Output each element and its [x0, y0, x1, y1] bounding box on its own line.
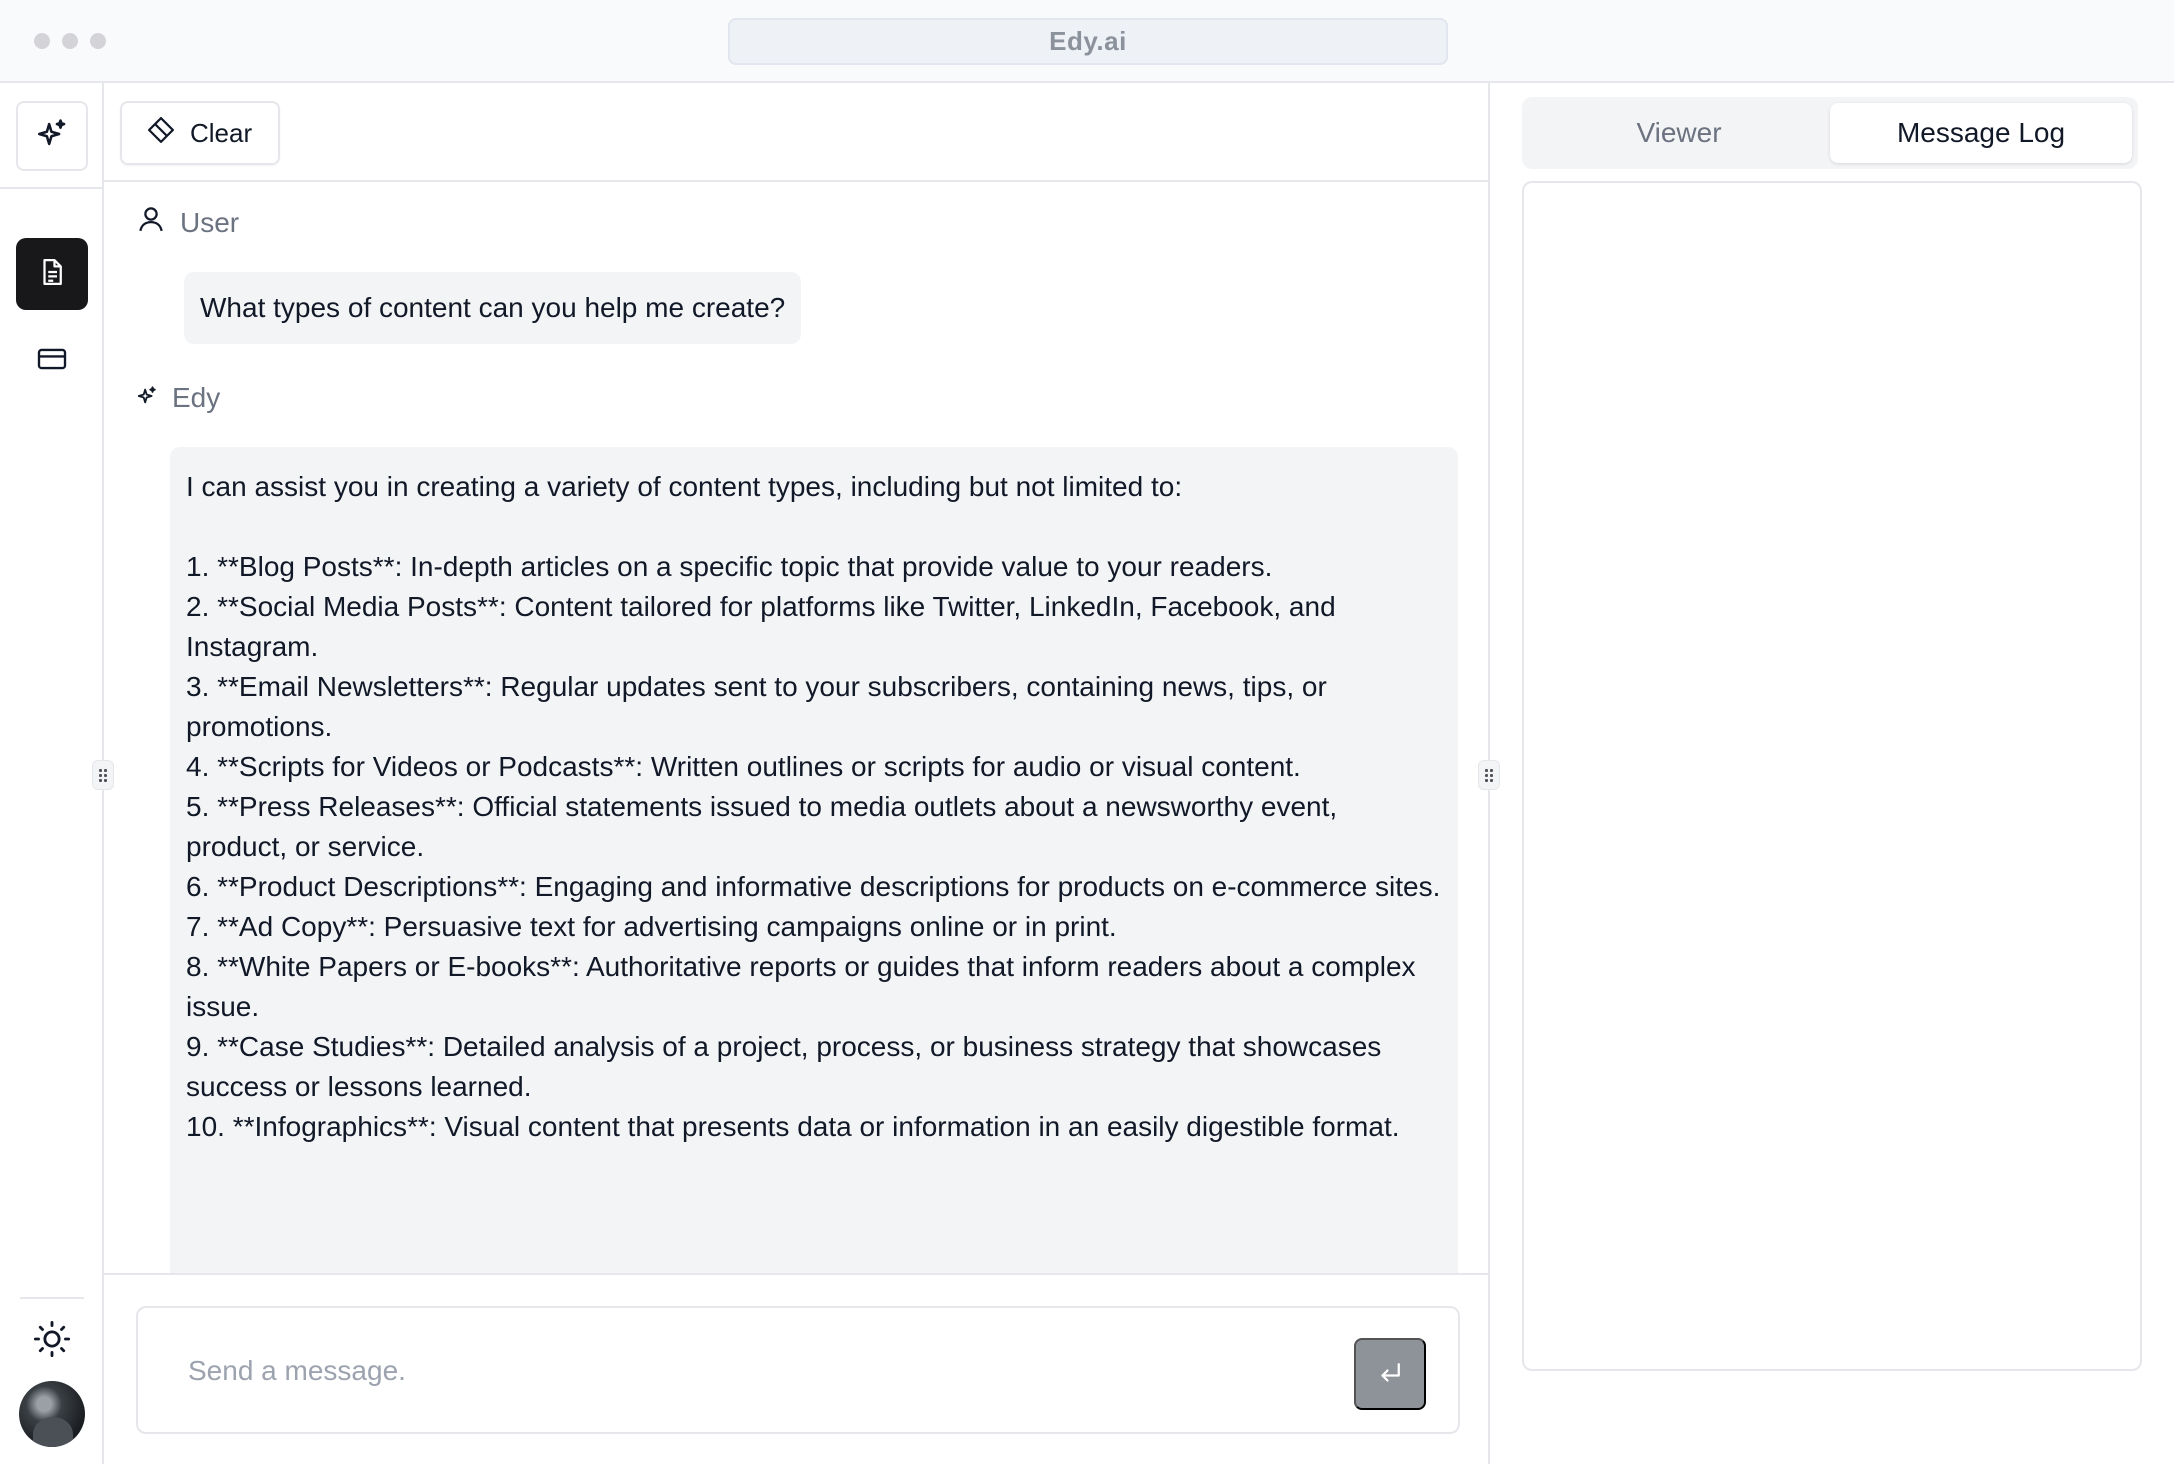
- grip-icon: [99, 769, 107, 782]
- rail-divider-bottom: [20, 1297, 84, 1299]
- window-minimize-dot[interactable]: [62, 33, 78, 49]
- documents-nav-button[interactable]: [16, 238, 88, 310]
- message-input[interactable]: [188, 1348, 1338, 1394]
- enter-icon: [1375, 1358, 1405, 1391]
- assistant-role-text: Edy: [172, 382, 221, 413]
- user-avatar[interactable]: [19, 1381, 85, 1447]
- left-resize-handle[interactable]: [92, 760, 114, 790]
- credit-card-icon: [36, 346, 68, 377]
- clear-button-label: Clear: [190, 117, 253, 148]
- assistant-message-bubble: [170, 447, 1458, 1273]
- chat-panel: [104, 83, 1490, 1464]
- theme-toggle-button[interactable]: [28, 1317, 76, 1365]
- billing-nav-button[interactable]: [30, 339, 74, 383]
- user-role-label: [136, 204, 239, 241]
- new-chat-button[interactable]: [16, 101, 88, 171]
- chat-toolbar: [104, 83, 1488, 182]
- sparkles-icon: [35, 117, 69, 156]
- document-icon: [37, 256, 67, 293]
- window-titlebar: [0, 0, 2174, 83]
- tab-message-log[interactable]: Message Log: [1830, 103, 2132, 163]
- window-maximize-dot[interactable]: [90, 33, 106, 49]
- tab-viewer[interactable]: Viewer: [1636, 117, 1722, 148]
- message-composer: [136, 1306, 1460, 1434]
- message-list[interactable]: [104, 182, 1488, 1273]
- assistant-role-label: [136, 382, 220, 414]
- user-icon: [136, 204, 166, 241]
- user-role-text: User: [180, 206, 240, 238]
- right-panel: [1490, 83, 2174, 1464]
- eraser-icon: [146, 115, 176, 152]
- assistant-message-text: I can assist you in creating a variety of content types, including but not limited to: 1. **Blog Posts**: In-depth articles on a specific topic that provide value to your readers. 2. **Social Media Posts**: Content tailored for platforms like Twitter, LinkedIn, Facebook, and Instagram. 3. **Email Newsletters**: Regular updates sent to your subscribers, containing news, tips, or promotions. 4. **Scripts for Videos or Podcasts**: Written outlines or scripts for audio or visual content. 5. **Press Releases**: Official statements issued to media outlets about a newsworthy event, product, or service. 6. **Product Descriptions**: Engaging and informative descriptions for products on e-commerce sites. 7. **Ad Copy**: Persuasive text for advertising campaigns online or in print. 8. **White Papers or E-books**: Authoritative reports or guides that inform readers about a complex issue. 9. **Case Studies**: Detailed analysis of a project, process, or business strategy that showcases success or lessons learned. 10. **Infographics**: Visual content that presents data or information in an easily digestible format.: [186, 471, 1441, 1142]
- composer-divider: [104, 1273, 1488, 1275]
- left-rail: [0, 83, 104, 1464]
- panel-tabs: [1522, 97, 2138, 169]
- sun-icon: [33, 1320, 71, 1363]
- clear-button[interactable]: [120, 101, 280, 165]
- message-log-panel: [1522, 181, 2142, 1371]
- address-bar[interactable]: Edy.ai: [728, 18, 1448, 65]
- sparkles-icon: [136, 382, 158, 414]
- window-close-dot[interactable]: [34, 33, 50, 49]
- rail-divider: [0, 187, 102, 189]
- send-button[interactable]: [1354, 1338, 1426, 1410]
- user-message-bubble: What types of content can you help me create?: [184, 272, 801, 344]
